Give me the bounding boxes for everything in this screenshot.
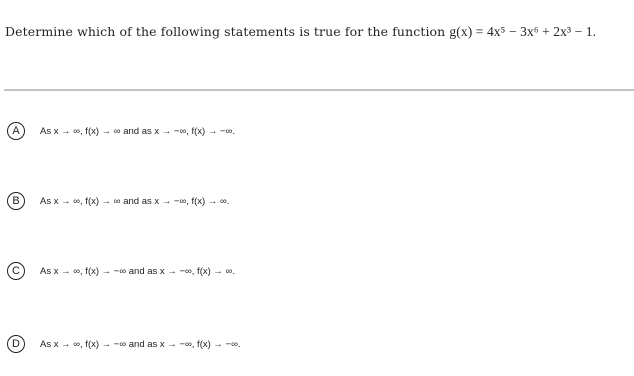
question-text [5, 24, 596, 40]
option-b[interactable] [7, 190, 229, 212]
option-c-badge[interactable]: C [7, 262, 25, 280]
question-prompt: Determine which of the following statements is true for the function [5, 24, 446, 39]
option-b-text: As x → ∞, f(x) → ∞ and as x → −∞, f(x) → ∞. [40, 195, 230, 207]
option-c-text: As x → ∞, f(x) → −∞ and as x → −∞, f(x) → ∞. [40, 265, 235, 277]
function-expression: g(x) = 4x⁵ − 3x⁶ + 2x³ − 1. [449, 24, 597, 39]
option-b-badge[interactable]: B [7, 192, 25, 210]
option-a-text: As x → ∞, f(x) → ∞ and as x → −∞, f(x) → −∞. [40, 125, 235, 137]
option-d-text: As x → ∞, f(x) → −∞ and as x → −∞, f(x) → −∞. [40, 338, 241, 350]
option-a-badge[interactable]: A [7, 122, 25, 140]
option-d[interactable] [7, 333, 241, 355]
option-a[interactable] [7, 120, 235, 142]
option-d-badge[interactable]: D [7, 335, 25, 353]
divider [4, 89, 634, 91]
option-c[interactable] [7, 260, 235, 282]
